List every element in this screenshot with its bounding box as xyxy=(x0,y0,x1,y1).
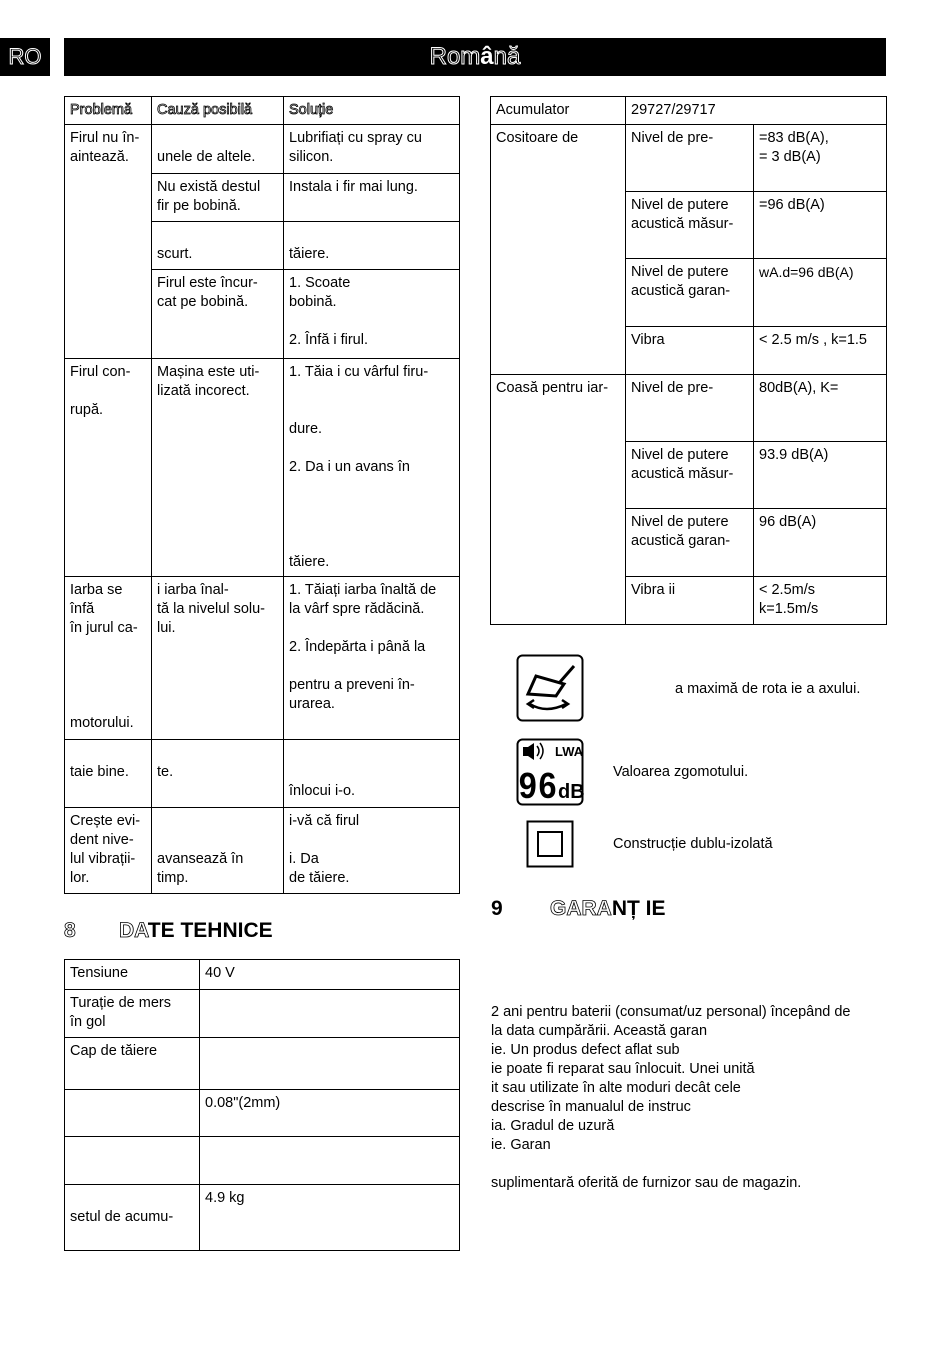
param-cell: Nivel de pre- xyxy=(626,125,754,192)
battery-label: Acumulator xyxy=(491,97,626,125)
param-cell: Nivel de putere acustică măsur- xyxy=(626,442,754,509)
spec-value xyxy=(200,1038,460,1090)
param-cell: Vibra ii xyxy=(626,577,754,625)
table-row xyxy=(65,990,460,1038)
troubleshooting-table xyxy=(64,96,460,894)
cause-cell: Nu există destul fir pe bobină. xyxy=(152,174,284,222)
problem-cell: Crește evi- dent nive- lul vibrații- lor. xyxy=(65,808,152,894)
cause-cell: Firul este încur- cat pe bobină. xyxy=(152,270,284,359)
group-name: Cositoare de xyxy=(491,125,626,375)
spec-label: Cap de tăiere xyxy=(65,1038,200,1090)
rotation-speed-label: a maximă de rota ie a axului. xyxy=(675,681,861,697)
battery-value: 29727/29717 xyxy=(626,97,887,125)
language-tag: RO xyxy=(0,38,50,76)
header-solution: Soluție xyxy=(284,97,460,125)
table-row xyxy=(65,808,460,894)
cause-cell: Mașina este uti- lizată incorect. xyxy=(152,359,284,577)
spec-label xyxy=(65,1090,200,1137)
solution-cell: Instala i fir mai lung. xyxy=(284,174,460,222)
value-cell: 80dB(A), K= xyxy=(754,375,887,442)
solution-cell: 1. Tăia i cu vârful firu- dure. 2. Da i un avans în tăiere. xyxy=(284,359,460,577)
table-row xyxy=(65,1090,460,1137)
table-row xyxy=(65,577,460,740)
table-row xyxy=(65,1038,460,1090)
group-name: Coasă pentru iar- xyxy=(491,375,626,625)
spec-value: 4.9 kg xyxy=(200,1185,460,1251)
solution-cell: înlocui i-o. xyxy=(284,740,460,808)
spec-value: 0.08"(2mm) xyxy=(200,1090,460,1137)
table-row xyxy=(65,1137,460,1185)
table-row xyxy=(65,359,460,577)
problem-cell: taie bine. xyxy=(65,740,152,808)
param-cell: Nivel de putere acustică măsur- xyxy=(626,192,754,259)
problem-cell: Firul con- rupă. xyxy=(65,359,152,577)
db-unit-text: dB xyxy=(558,781,584,803)
value-cell: =83 dB(A), = 3 dB(A) xyxy=(754,125,887,192)
db-value-text: 96 xyxy=(518,766,557,806)
value-cell: 96 dB(A) xyxy=(754,509,887,577)
rotation-speed-icon xyxy=(516,654,584,726)
spec-value xyxy=(200,990,460,1038)
double-insulation-label: Construcție dublu-izolată xyxy=(613,836,773,852)
value-cell: < 2.5 m/s , k=1.5 xyxy=(754,327,887,375)
spec-label: setul de acumu- xyxy=(65,1185,200,1251)
cause-cell: scurt. xyxy=(152,222,284,270)
solution-cell: 1. Tăiați iarba înaltă de la vârf spre rădăcină. 2. Îndepărta i până la pentru a preveni în- urarea. xyxy=(284,577,460,740)
problem-cell: Firul nu în- aintează. xyxy=(65,125,152,359)
spec-label: Turație de mers în gol xyxy=(65,990,200,1038)
cause-cell: avansează în timp. xyxy=(152,808,284,894)
param-cell: Vibra xyxy=(626,327,754,375)
section-8-title: 8 DATE TEHNICE xyxy=(64,919,273,942)
param-cell: Nivel de putere acustică garan- xyxy=(626,509,754,577)
problem-cell: Iarba se înfă în jurul ca- motorului. xyxy=(65,577,152,740)
spec-label xyxy=(65,1137,200,1185)
table-row xyxy=(65,125,460,174)
spec-label: Tensiune xyxy=(65,960,200,990)
page-title: Română xyxy=(64,38,886,76)
table-row xyxy=(65,1185,460,1251)
solution-cell: tăiere. xyxy=(284,222,460,270)
value-cell: wA.d=96 dB(A) xyxy=(754,259,887,327)
table-row xyxy=(65,740,460,808)
param-cell: Nivel de pre- xyxy=(626,375,754,442)
spec-value xyxy=(200,1137,460,1185)
spec-value: 40 V xyxy=(200,960,460,990)
value-cell: =96 dB(A) xyxy=(754,192,887,259)
solution-cell: 1. Scoate bobină. 2. Înfă i firul. xyxy=(284,270,460,359)
value-cell: 93.9 dB(A) xyxy=(754,442,887,509)
table-row xyxy=(491,375,887,442)
spec-table xyxy=(64,959,460,1251)
solution-cell: i-vă că firul i. Da de tăiere. xyxy=(284,808,460,894)
noise-level-label: Valoarea zgomotului. xyxy=(613,764,749,780)
cause-cell: i iarba înal- tă la nivelul solu- lui. xyxy=(152,577,284,740)
table-row xyxy=(65,960,460,990)
value-cell: < 2.5m/s k=1.5m/s xyxy=(754,577,887,625)
table-row xyxy=(491,97,887,125)
cause-cell: unele de altele. xyxy=(152,125,284,174)
table-row xyxy=(491,125,887,192)
cause-cell: te. xyxy=(152,740,284,808)
header-problem: Problemă xyxy=(65,97,152,125)
noise-level-icon xyxy=(516,738,584,810)
warranty-text: 2 ani pentru baterii (consumat/uz personal) începând de la data cumpărării. Această garan ie. Un produs defect aflat sub ie poate fi reparat sau înlocuit. Unei unită it sau utilizate în alte moduri decât cele descrise în manualul de instruc ia. Gradul de uzură ie. Garan suplimentară oferită de furnizor sau de magazin. xyxy=(491,1004,851,1191)
double-insulation-icon xyxy=(526,820,574,872)
noise-table xyxy=(490,96,887,625)
param-cell: Nivel de putere acustică garan- xyxy=(626,259,754,327)
solution-cell: Lubrifiați cu spray cu silicon. xyxy=(284,125,460,174)
section-9-title: 9 GARANȚ IE xyxy=(491,897,666,920)
header-cause: Cauză posibilă xyxy=(152,97,284,125)
lwa-text: LWA xyxy=(555,744,584,759)
